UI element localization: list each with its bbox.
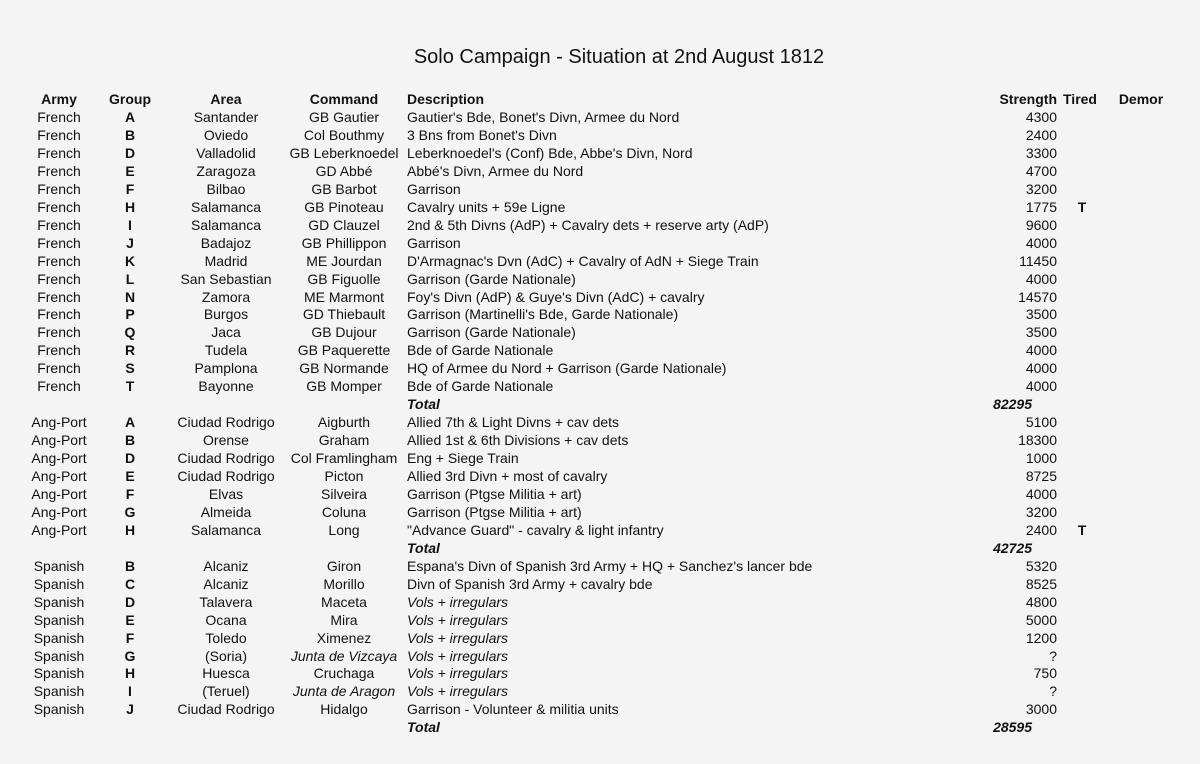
cell-description: 3 Bns from Bonet's Divn	[407, 126, 557, 143]
cell-command: Silveira	[321, 485, 367, 502]
total-value: 82295	[993, 396, 1032, 413]
cell-description: Garrison	[407, 180, 461, 197]
cell-army: French	[37, 180, 81, 197]
table-row	[0, 647, 1200, 665]
cell-strength: 3000	[1025, 701, 1057, 718]
table-row	[0, 180, 1200, 198]
cell-command: Ximenez	[316, 629, 372, 646]
cell-army: French	[37, 360, 81, 377]
cell-strength: 3500	[1025, 324, 1057, 341]
cell-area: Almeida	[200, 503, 252, 520]
total-row	[0, 539, 1200, 557]
table-row	[0, 700, 1200, 718]
cell-group: P	[125, 306, 135, 323]
cell-army: Spanish	[33, 629, 85, 646]
cell-area: Pamplona	[194, 360, 258, 377]
cell-description: Allied 7th & Light Divns + cav dets	[407, 414, 620, 431]
cell-description: Vols + irregulars	[407, 683, 509, 700]
header-tired: Tired	[1063, 91, 1097, 107]
cell-army: French	[37, 270, 81, 287]
cell-group: G	[124, 647, 136, 664]
cell-army: French	[37, 378, 81, 395]
table-row	[0, 575, 1200, 593]
table-row	[0, 270, 1200, 288]
cell-strength: 5320	[1025, 557, 1057, 574]
cell-group: E	[125, 162, 135, 179]
cell-description: Bde of Garde Nationale	[407, 378, 554, 395]
total-row	[0, 718, 1200, 736]
cell-strength: 4300	[1025, 109, 1057, 125]
cell-group: R	[124, 342, 136, 359]
cell-description: Espana's Divn of Spanish 3rd Army + HQ + Sanchez's lancer bde	[407, 557, 813, 574]
cell-command: Junta de Vizcaya	[290, 647, 398, 664]
cell-tired: T	[1077, 198, 1087, 215]
cell-area: Alcaniz	[203, 575, 249, 592]
cell-strength: 5100	[1025, 414, 1057, 431]
cell-strength: 4000	[1025, 270, 1057, 287]
cell-group: J	[126, 701, 134, 718]
table-header	[0, 90, 1200, 108]
table-row	[0, 611, 1200, 629]
cell-strength: 5000	[1025, 611, 1057, 628]
total-label: Total	[407, 396, 440, 413]
header-group: Group	[109, 91, 151, 107]
table-row	[0, 682, 1200, 700]
cell-command: GB Gautier	[308, 109, 380, 125]
cell-group: T	[125, 378, 135, 395]
table-row	[0, 198, 1200, 216]
cell-area: Elvas	[208, 485, 244, 502]
total-row	[0, 395, 1200, 413]
cell-area: Huesca	[202, 665, 250, 682]
cell-group: Q	[124, 324, 136, 341]
cell-army: Spanish	[33, 575, 85, 592]
cell-area: Bilbao	[206, 180, 246, 197]
cell-strength: ?	[1049, 683, 1057, 700]
cell-description: Garrison (Ptgse Militia + art)	[407, 503, 582, 520]
cell-army: Ang-Port	[31, 485, 87, 502]
cell-group: I	[128, 683, 132, 700]
cell-strength: 4800	[1025, 593, 1057, 610]
cell-army: French	[37, 144, 81, 161]
header-area: Area	[210, 91, 242, 107]
cell-strength: 4000	[1025, 234, 1057, 251]
table-row	[0, 503, 1200, 521]
table-row	[0, 413, 1200, 431]
table-row	[0, 234, 1200, 252]
cell-description: Allied 1st & 6th Divisions + cav dets	[407, 432, 629, 449]
cell-area: Zamora	[201, 288, 251, 305]
cell-description: Garrison (Garde Nationale)	[407, 324, 576, 341]
cell-description: Leberknoedel's (Conf) Bde, Abbe's Divn, Nord	[407, 144, 693, 161]
total-label: Total	[407, 719, 440, 736]
cell-army: Ang-Port	[31, 503, 87, 520]
cell-group: F	[125, 485, 135, 502]
cell-command: ME Jourdan	[306, 252, 382, 269]
cell-strength: 3300	[1025, 144, 1057, 161]
cell-area: Zaragoza	[196, 162, 256, 179]
table-row	[0, 449, 1200, 467]
total-value: 42725	[993, 539, 1032, 556]
cell-army: French	[37, 198, 81, 215]
cell-area: Santander	[193, 109, 259, 125]
table-row	[0, 341, 1200, 359]
cell-army: Ang-Port	[31, 432, 87, 449]
cell-command: GB Leberknoedel	[289, 144, 399, 161]
header-command: Command	[309, 91, 379, 107]
cell-tired: T	[1077, 521, 1087, 538]
cell-army: French	[37, 109, 81, 125]
table-row	[0, 126, 1200, 144]
cell-description: 2nd & 5th Divns (AdP) + Cavalry dets + reserve arty (AdP)	[407, 216, 769, 233]
cell-command: Col Bouthmy	[303, 126, 385, 143]
table-row	[0, 252, 1200, 270]
cell-strength: 4000	[1025, 378, 1057, 395]
header-army: Army	[41, 91, 77, 107]
cell-description: Cavalry units + 59e Ligne	[407, 198, 566, 215]
cell-area: Badajoz	[200, 234, 252, 251]
page-title: Solo Campaign - Situation at 2nd August 1812	[413, 46, 825, 68]
cell-area: Valladolid	[196, 144, 256, 161]
cell-army: Spanish	[33, 557, 85, 574]
cell-description: Vols + irregulars	[407, 629, 509, 646]
cell-army: French	[37, 234, 81, 251]
cell-command: GB Figuolle	[307, 270, 381, 287]
total-value: 28595	[993, 719, 1032, 736]
cell-army: Ang-Port	[31, 521, 87, 538]
table-row	[0, 305, 1200, 323]
cell-group: F	[125, 180, 135, 197]
cell-area: Salamanca	[190, 216, 262, 233]
cell-command: Graham	[318, 432, 370, 449]
cell-area: Ciudad Rodrigo	[177, 414, 275, 431]
cell-army: French	[37, 288, 81, 305]
cell-command: Hidalgo	[320, 701, 368, 718]
cell-army: Ang-Port	[31, 450, 87, 467]
cell-area: Salamanca	[190, 521, 262, 538]
cell-command: Cruchaga	[313, 665, 375, 682]
cell-army: Spanish	[33, 701, 85, 718]
cell-description: Divn of Spanish 3rd Army + cavalry bde	[407, 575, 653, 592]
cell-strength: 11450	[1019, 252, 1057, 269]
cell-command: GB Barbot	[311, 180, 377, 197]
cell-strength: 750	[1033, 665, 1057, 682]
table-row	[0, 467, 1200, 485]
cell-group: B	[124, 432, 136, 449]
cell-description: D'Armagnac's Dvn (AdC) + Cavalry of AdN + Siege Train	[407, 252, 759, 269]
cell-command: Col Framlingham	[290, 450, 398, 467]
table-row	[0, 323, 1200, 341]
cell-strength: 3200	[1025, 180, 1057, 197]
cell-area: San Sebastian	[180, 270, 272, 287]
cell-army: French	[37, 306, 81, 323]
cell-group: H	[124, 198, 136, 215]
cell-strength: 8725	[1025, 468, 1057, 484]
cell-group: G	[124, 503, 136, 520]
cell-strength: 4000	[1025, 485, 1057, 502]
cell-area: Alcaniz	[203, 557, 249, 574]
cell-description: Vols + irregulars	[407, 593, 509, 610]
cell-strength: 1200	[1025, 629, 1057, 646]
cell-area: Oviedo	[203, 126, 249, 143]
cell-strength: 2400	[1025, 126, 1057, 143]
cell-description: Garrison	[407, 234, 461, 251]
table-row	[0, 377, 1200, 395]
cell-group: A	[124, 414, 136, 431]
cell-command: Maceta	[321, 593, 367, 610]
cell-area: Jaca	[211, 324, 241, 341]
cell-command: GD Abbé	[315, 162, 373, 179]
cell-group: D	[124, 144, 136, 161]
cell-description: Vols + irregulars	[407, 647, 509, 664]
cell-group: B	[124, 557, 136, 574]
table-row	[0, 288, 1200, 306]
cell-group: K	[124, 252, 136, 269]
cell-command: Mira	[330, 611, 358, 628]
cell-army: Ang-Port	[31, 468, 87, 484]
cell-area: Toledo	[205, 629, 247, 646]
cell-army: Spanish	[33, 665, 85, 682]
cell-description: Bde of Garde Nationale	[407, 342, 554, 359]
cell-strength: 4700	[1025, 162, 1057, 179]
cell-description: Vols + irregulars	[407, 611, 509, 628]
cell-group: I	[128, 216, 132, 233]
cell-area: (Soria)	[204, 647, 247, 664]
table-row	[0, 485, 1200, 503]
cell-command: GB Dujour	[311, 324, 377, 341]
cell-area: Ciudad Rodrigo	[177, 468, 275, 484]
cell-group: L	[125, 270, 135, 287]
cell-army: French	[37, 324, 81, 341]
cell-description: Foy's Divn (AdP) & Guye's Divn (AdC) + cavalry	[407, 288, 705, 305]
cell-area: Talavera	[199, 593, 253, 610]
total-label: Total	[407, 539, 440, 556]
cell-area: Bayonne	[198, 378, 254, 395]
cell-description: Gautier's Bde, Bonet's Divn, Armee du Nord	[407, 109, 680, 125]
cell-group: C	[124, 575, 136, 592]
cell-army: Ang-Port	[31, 414, 87, 431]
cell-command: Morillo	[323, 575, 365, 592]
cell-area: Tudela	[204, 342, 248, 359]
table-row	[0, 664, 1200, 682]
header-demor: Demor	[1118, 91, 1164, 107]
cell-strength: 3200	[1025, 503, 1057, 520]
table-row	[0, 144, 1200, 162]
cell-command: Picton	[324, 468, 364, 484]
cell-army: French	[37, 216, 81, 233]
cell-strength: 9600	[1025, 216, 1057, 233]
cell-description: Garrison (Martinelli's Bde, Garde Nationale)	[407, 306, 679, 323]
cell-army: Spanish	[33, 611, 85, 628]
cell-command: Giron	[326, 557, 362, 574]
cell-army: Spanish	[33, 593, 85, 610]
cell-group: D	[124, 593, 136, 610]
cell-army: Spanish	[33, 683, 85, 700]
cell-command: GB Momper	[306, 378, 382, 395]
cell-description: Allied 3rd Divn + most of cavalry	[407, 468, 608, 484]
cell-group: B	[124, 126, 136, 143]
cell-command: GB Phillippon	[301, 234, 387, 251]
cell-strength: 1000	[1025, 450, 1057, 467]
cell-area: Ciudad Rodrigo	[177, 701, 275, 718]
cell-area: Orense	[203, 432, 249, 449]
cell-area: Salamanca	[190, 198, 262, 215]
cell-strength: 4000	[1025, 342, 1057, 359]
cell-strength: 18300	[1018, 432, 1057, 449]
cell-army: French	[37, 126, 81, 143]
cell-army: French	[37, 342, 81, 359]
cell-area: (Teruel)	[202, 683, 250, 700]
cell-strength: 14570	[1018, 288, 1057, 305]
cell-strength: 4000	[1025, 360, 1057, 377]
cell-group: H	[124, 521, 136, 538]
cell-strength: ?	[1049, 647, 1057, 664]
cell-command: GB Pinoteau	[304, 198, 384, 215]
cell-command: GB Normande	[299, 360, 389, 377]
cell-group: N	[124, 288, 136, 305]
cell-area: Burgos	[203, 306, 249, 323]
cell-group: D	[124, 450, 136, 467]
cell-group: F	[125, 629, 135, 646]
table-row	[0, 557, 1200, 575]
cell-description: "Advance Guard" - cavalry & light infantry	[407, 521, 664, 538]
cell-area: Madrid	[204, 252, 248, 269]
cell-command: ME Marmont	[303, 288, 385, 305]
cell-army: Spanish	[33, 647, 85, 664]
cell-army: French	[37, 162, 81, 179]
cell-command: GD Thiebault	[302, 306, 386, 323]
cell-command: Coluna	[321, 503, 367, 520]
cell-command: Junta de Aragon	[292, 683, 396, 700]
cell-description: HQ of Armee du Nord + Garrison (Garde Nationale)	[407, 360, 727, 377]
table-row	[0, 216, 1200, 234]
cell-strength: 8525	[1025, 575, 1057, 592]
cell-group: H	[124, 665, 136, 682]
cell-strength: 3500	[1025, 306, 1057, 323]
header-strength: Strength	[999, 91, 1057, 107]
cell-area: Ciudad Rodrigo	[177, 450, 275, 467]
cell-group: J	[126, 234, 134, 251]
table-row	[0, 431, 1200, 449]
cell-group: S	[125, 360, 135, 377]
cell-description: Garrison (Garde Nationale)	[407, 270, 576, 287]
cell-group: A	[124, 109, 136, 125]
table-row	[0, 359, 1200, 377]
cell-description: Garrison (Ptgse Militia + art)	[407, 485, 582, 502]
cell-strength: 2400	[1025, 521, 1057, 538]
cell-description: Abbé's Divn, Armee du Nord	[407, 162, 584, 179]
table-row	[0, 521, 1200, 539]
cell-command: GD Clauzel	[308, 216, 380, 233]
header-description: Description	[407, 91, 485, 107]
cell-command: GB Paquerette	[297, 342, 391, 359]
cell-group: E	[125, 468, 135, 484]
cell-area: Ocana	[205, 611, 247, 628]
cell-description: Vols + irregulars	[407, 665, 509, 682]
cell-description: Garrison - Volunteer & militia units	[407, 701, 619, 718]
table-row	[0, 593, 1200, 611]
cell-description: Eng + Siege Train	[407, 450, 519, 467]
table-row	[0, 629, 1200, 647]
cell-group: E	[125, 611, 135, 628]
cell-army: French	[37, 252, 81, 269]
table-row	[0, 108, 1200, 126]
cell-command: Long	[328, 521, 360, 538]
table-row	[0, 162, 1200, 180]
cell-command: Aigburth	[317, 414, 371, 431]
cell-strength: 1775	[1025, 198, 1057, 215]
